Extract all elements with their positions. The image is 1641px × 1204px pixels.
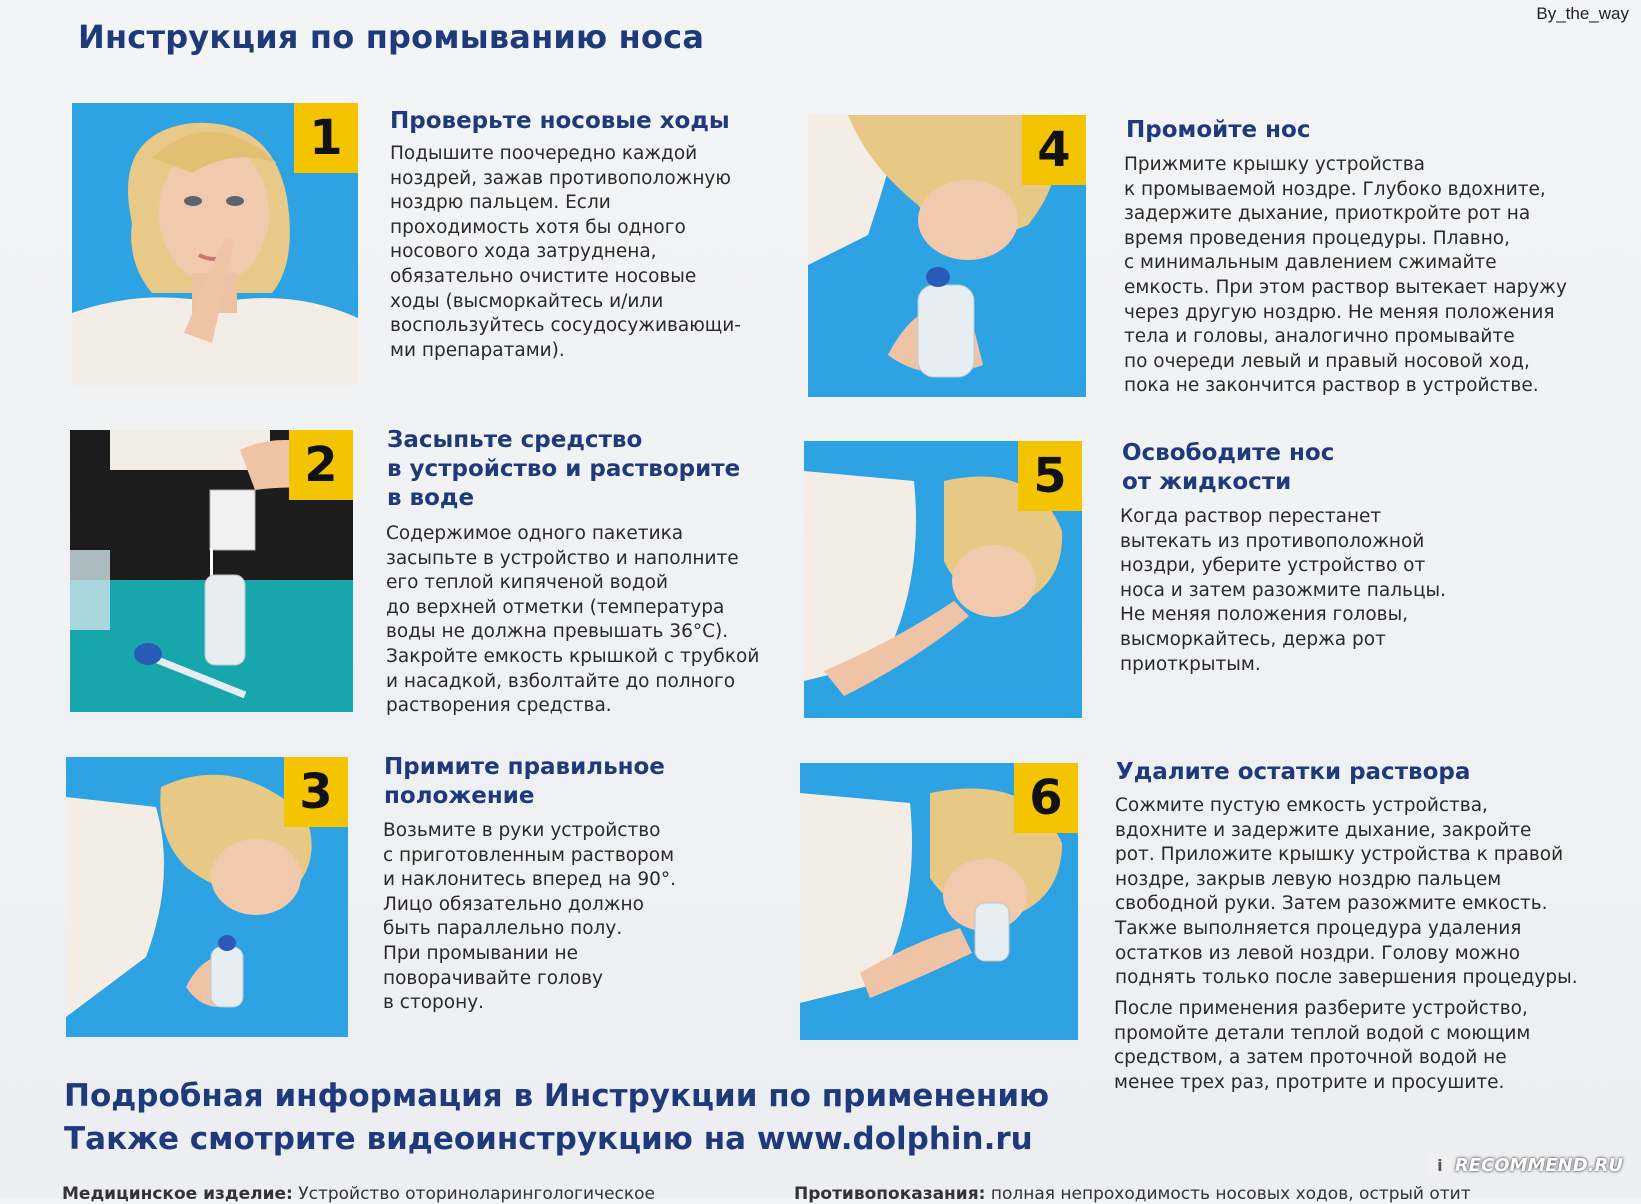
contraindications-label: Противопоказания:: [794, 1184, 986, 1204]
step-5-number: 5: [1018, 441, 1082, 511]
step-5-text: Когда раствор перестанет вытекать из противоположной ноздри, уберите устройство от носа и затем разожмите пальцы. Не меняя положения головы, высморкайтесь, держа рот приоткрытым.: [1120, 506, 1447, 675]
footer-video-text[interactable]: Также смотрите видеоинструкцию на www.dolphin.ru: [64, 1121, 1033, 1157]
step-4-text: Прижмите крышку устройства к промываемой ноздре. Глубоко вдохните, задержите дыхание, приоткройте рот на время проведения процедуры. Плавно, с минимальным давлением сжимайте емкость. При этом раствор вытекает наружу через другую ноздрю. Не меняя положения тела и головы, аналогично промывайте по очереди левый и правый носовой ход, пока не закончится раствор в устройстве.: [1124, 154, 1567, 397]
footer-info-line: Подробная информация в Инструкции по применению: [64, 1078, 1050, 1114]
step-3-number: 3: [284, 757, 348, 827]
step-4-title: Промойте нос: [1126, 117, 1311, 143]
contraindications-text: полная непроходимость носовых ходов, острый отит: [985, 1184, 1471, 1204]
step-2-title: Засыпьте средство в устройство и растворите в воде: [387, 427, 741, 511]
step-3-photo: [66, 757, 348, 1037]
recommend-logo-text: RECOMMEND.RU: [1454, 1154, 1623, 1176]
step-3-text: Возьмите в руки устройство с приготовленным раствором и наклонитесь вперед на 90°. Лицо обязательно должно быть параллельно полу. При промывании не поворачивайте голову в сторону.: [383, 820, 677, 1014]
step-2-number: 2: [289, 430, 353, 500]
footer-video-line: [64, 1121, 1033, 1157]
contraindications-note: [794, 1184, 1494, 1204]
step-5-photo: [804, 441, 1082, 718]
step-3-title: Примите правильное положение: [384, 754, 665, 809]
medical-device-note: [62, 1184, 702, 1204]
recommend-badge-icon: i: [1429, 1154, 1451, 1176]
step-4-photo: [808, 115, 1086, 397]
step-2-text: Содержимое одного пакетика засыпьте в устройство и наполните его теплой кипяченой водой до верхней отметки (температура воды не должна превышать 36°С). Закройте емкость крышкой с трубкой и насадкой, взболтайте до полного растворения средства.: [386, 523, 760, 717]
medical-device-text: Устройство оториноларингологическое: [292, 1184, 656, 1204]
page-title: Инструкция по промыванию носа: [78, 18, 705, 56]
step-4-number: 4: [1022, 115, 1086, 185]
author-watermark: By_the_way: [1536, 4, 1629, 23]
step-1-photo: [72, 103, 358, 385]
step-6-aftercare-text: После применения разберите устройство, промойте детали теплой водой с моющим средством, а затем проточной водой не менее трех раз, протрите и просушите.: [1114, 998, 1531, 1093]
step-1-title: Проверьте носовые ходы: [390, 108, 730, 134]
step-6-text: Сожмите пустую емкость устройства, вдохните и задержите дыхание, закройте рот. Приложите крышку устройства к правой ноздре, закрыв левую ноздрю пальцем свободной руки. Затем разожмите емкость. Также выполняется процедура удаления остатков из левой ноздри. Голову можно поднять только после завершения процедуры.: [1115, 795, 1578, 989]
step-6-number: 6: [1014, 763, 1078, 833]
step-1-text: Подышите поочередно каждой ноздрей, зажав противоположную ноздрю пальцем. Если проходимость хотя бы одного носового хода затруднена, обязательно очистите носовые ходы (высморкайтесь и/или воспользуйтесь сосудосуживающи- ми препаратами).: [390, 143, 741, 361]
medical-device-label: Медицинское изделие:: [62, 1184, 293, 1204]
recommend-logo: [1429, 1154, 1623, 1176]
step-5-title: Освободите нос от жидкости: [1122, 440, 1335, 495]
step-1-number: 1: [294, 103, 358, 173]
step-6-photo: [800, 763, 1078, 1040]
step-2-photo: [70, 430, 353, 712]
step-6-title: Удалите остатки раствора: [1116, 759, 1471, 785]
